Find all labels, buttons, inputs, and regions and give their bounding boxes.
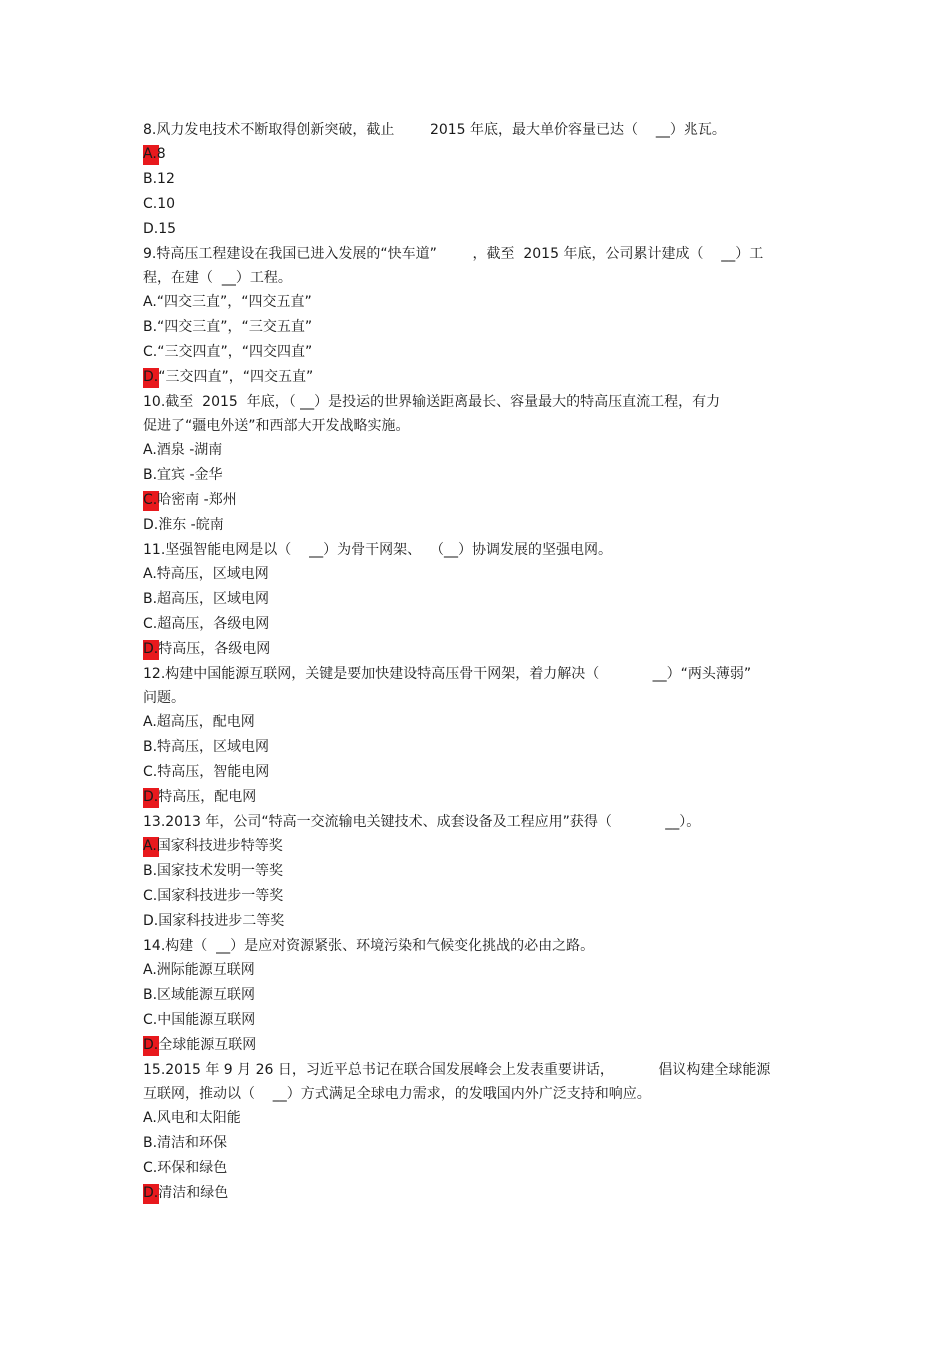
option-c: C.国家科技进步一等奖 xyxy=(143,888,284,904)
question-8 xyxy=(143,118,808,242)
question-14 xyxy=(143,934,808,1058)
option-d-answer: D.清洁和绿色 xyxy=(143,1181,808,1206)
option-d-answer: D.特高压，各级电网 xyxy=(143,637,808,662)
question-list xyxy=(143,118,808,1206)
option-a: A.“四交三直”，“四交五直” xyxy=(143,294,312,310)
option-c: C.“三交四直”，“四交四直” xyxy=(143,344,313,360)
question-13 xyxy=(143,810,808,934)
option-c: C.中国能源互联网 xyxy=(143,1012,256,1028)
option-a: A.特高压，区域电网 xyxy=(143,566,269,582)
option-b: B.宜宾 -金华 xyxy=(143,467,223,483)
option-b: B.区域能源互联网 xyxy=(143,987,256,1003)
option-b: B.国家技术发明一等奖 xyxy=(143,863,284,879)
option-a: A.风电和太阳能 xyxy=(143,1110,241,1126)
question-15 xyxy=(143,1058,808,1206)
option-c: C.环保和绿色 xyxy=(143,1160,228,1176)
option-d: D.15 xyxy=(143,221,177,237)
question-stem: 10.截至 2015 年底，（ __）是投运的世界输送距离最长、容量最大的特高压直流工程，有力 促进了“疆电外送”和西部大开发战略实施。 xyxy=(143,394,721,434)
option-a-answer: A.国家科技进步特等奖 xyxy=(143,834,808,859)
option-c: C.10 xyxy=(143,196,176,212)
option-d: D.淮东 -皖南 xyxy=(143,517,224,533)
option-a: A.酒泉 -湖南 xyxy=(143,442,223,458)
question-9 xyxy=(143,242,808,390)
question-stem: 8.风力发电技术不断取得创新突破，截止 2015 年底，最大单价容量已达（ __）兆瓦。 xyxy=(143,122,726,138)
question-stem: 12.构建中国能源互联网，关键是要加快建设特高压骨干网架，着力解决（ __）“两头薄弱” 问题。 xyxy=(143,666,752,706)
option-b: B.“四交三直”，“三交五直” xyxy=(143,319,313,335)
question-10 xyxy=(143,390,808,538)
option-a-answer: A.8 xyxy=(143,142,808,167)
question-stem: 15.2015 年 9 月 26 日，习近平总书记在联合国发展峰会上发表重要讲话， 倡议构建全球能源 互联网，推动以（ __）方式满足全球电力需求，的发哦国内外广泛支持和响应。 xyxy=(143,1062,771,1102)
option-c: C.特高压，智能电网 xyxy=(143,764,270,780)
option-b: B.特高压，区域电网 xyxy=(143,739,270,755)
option-c: C.超高压，各级电网 xyxy=(143,616,270,632)
question-stem: 9.特高压工程建设在我国已进入发展的“快车道” ，截至 2015 年底，公司累计建成（ __）工 程，在建（ __）工程。 xyxy=(143,246,764,286)
option-b: B.清洁和环保 xyxy=(143,1135,228,1151)
question-12 xyxy=(143,662,808,810)
option-b: B.12 xyxy=(143,171,175,187)
question-stem: 11.坚强智能电网是以（ __）为骨干网架、 （__）协调发展的坚强电网。 xyxy=(143,542,612,558)
option-d: D.国家科技进步二等奖 xyxy=(143,913,285,929)
option-a: A.洲际能源互联网 xyxy=(143,962,255,978)
option-d-answer: D.全球能源互联网 xyxy=(143,1033,808,1058)
option-c-answer: C.哈密南 -郑州 xyxy=(143,488,808,513)
question-stem: 13.2013 年，公司“特高一交流输电关键技术、成套设备及工程应用”获得（ __）。 xyxy=(143,814,701,830)
option-d-answer: D.“三交四直”，“四交五直” xyxy=(143,365,808,390)
option-b: B.超高压，区域电网 xyxy=(143,591,270,607)
option-d-answer: D.特高压，配电网 xyxy=(143,785,808,810)
option-a: A.超高压，配电网 xyxy=(143,714,255,730)
question-11 xyxy=(143,538,808,662)
question-stem: 14.构建（ __）是应对资源紧张、环境污染和气候变化挑战的必由之路。 xyxy=(143,938,595,954)
